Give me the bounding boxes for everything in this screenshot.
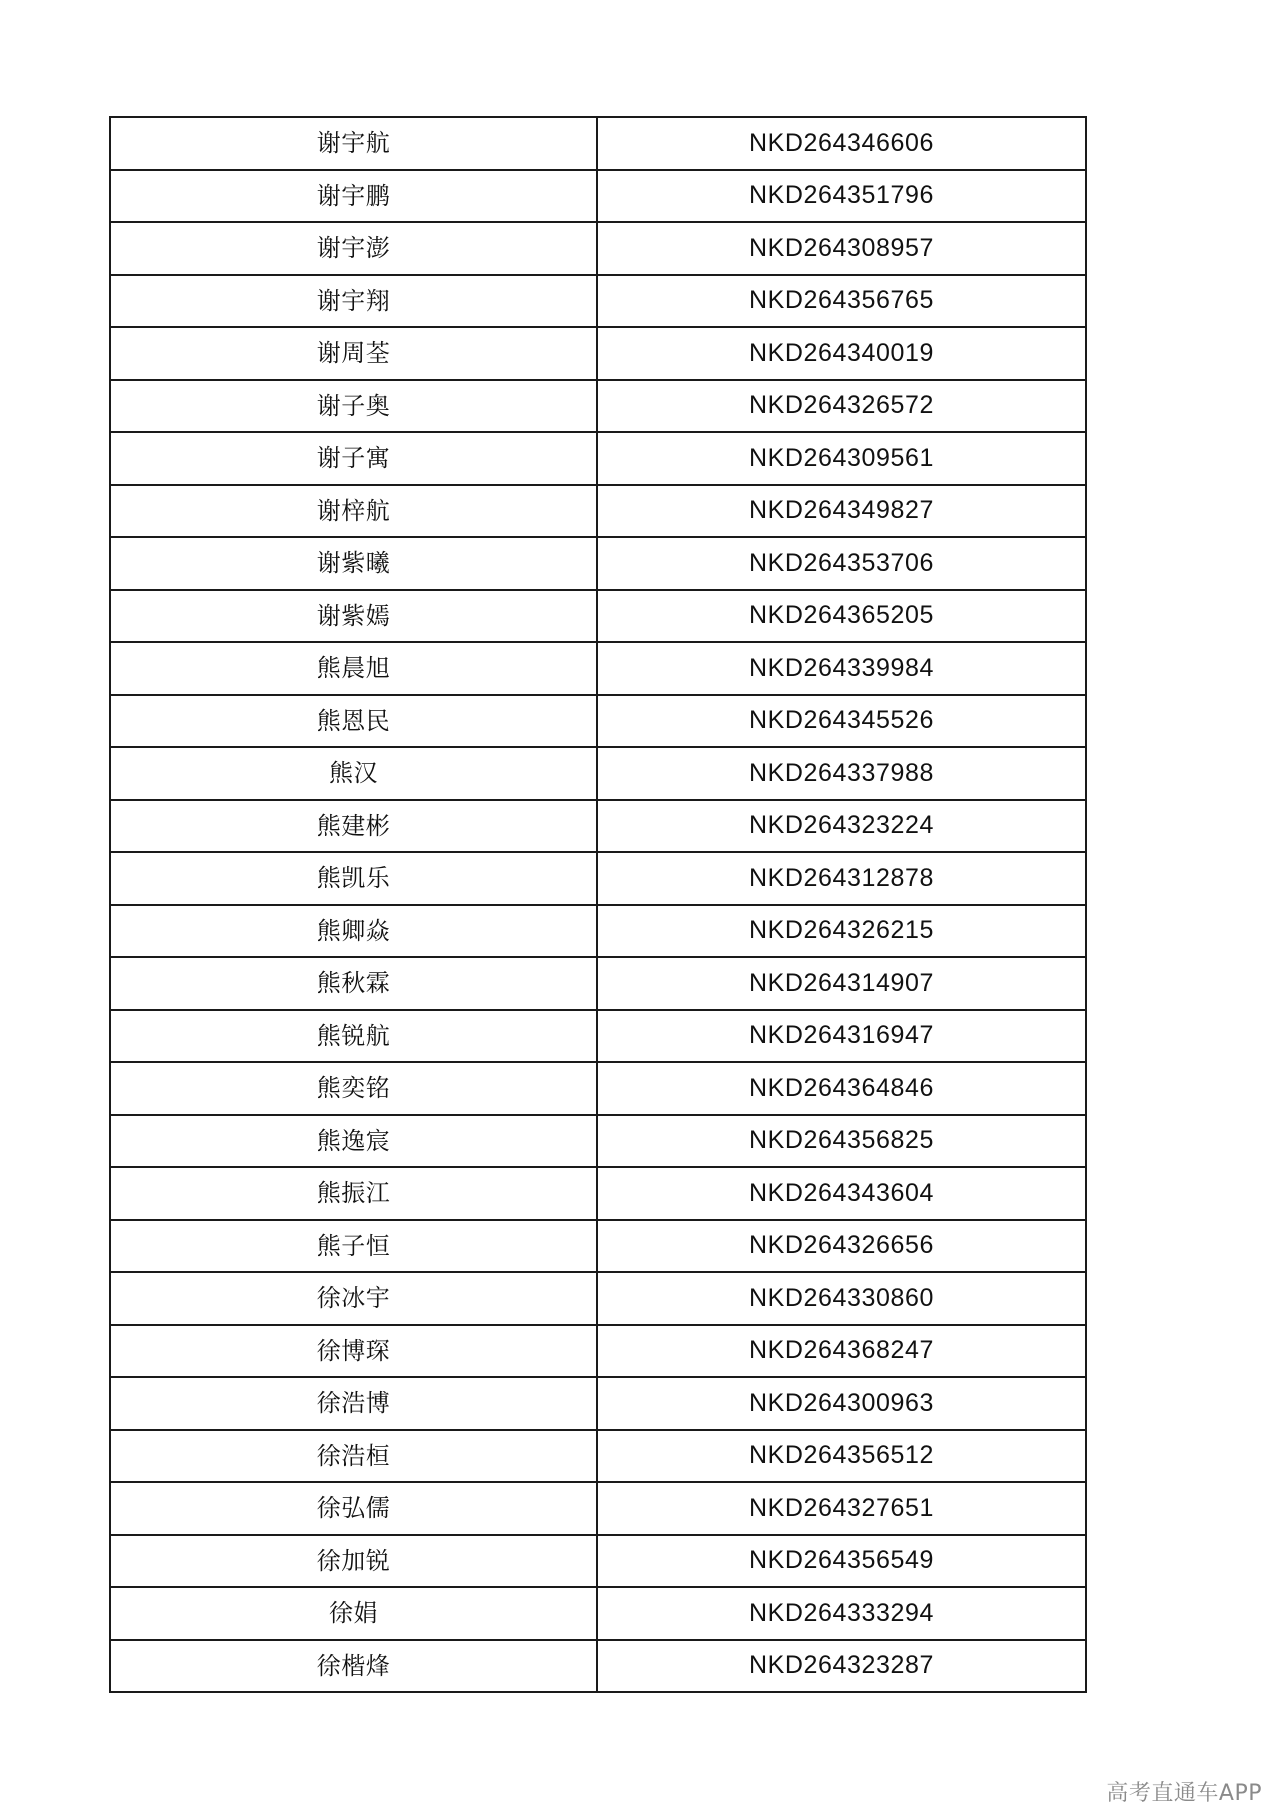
id-cell: NKD264330860 <box>597 1272 1086 1325</box>
name-cell: 徐博琛 <box>110 1325 597 1378</box>
name-cell: 徐加锐 <box>110 1535 597 1588</box>
id-cell: NKD264323287 <box>597 1640 1086 1693</box>
id-cell: NKD264327651 <box>597 1482 1086 1535</box>
id-cell: NKD264333294 <box>597 1587 1086 1640</box>
id-cell: NKD264351796 <box>597 170 1086 223</box>
name-cell: 徐浩桓 <box>110 1430 597 1483</box>
table-row <box>110 1062 1086 1115</box>
name-cell: 熊汉 <box>110 747 597 800</box>
id-cell: NKD264326572 <box>597 380 1086 433</box>
name-cell: 徐娟 <box>110 1587 597 1640</box>
table-row <box>110 1482 1086 1535</box>
id-cell: NKD264368247 <box>597 1325 1086 1378</box>
table-row <box>110 537 1086 590</box>
id-cell: NKD264356549 <box>597 1535 1086 1588</box>
name-cell: 熊恩民 <box>110 695 597 748</box>
id-cell: NKD264323224 <box>597 800 1086 853</box>
name-id-table <box>109 116 1087 1693</box>
table-row <box>110 432 1086 485</box>
id-cell: NKD264308957 <box>597 222 1086 275</box>
id-cell: NKD264300963 <box>597 1377 1086 1430</box>
table-row <box>110 1535 1086 1588</box>
name-cell: 熊逸宸 <box>110 1115 597 1168</box>
name-cell: 谢宇航 <box>110 117 597 170</box>
table-row <box>110 1430 1086 1483</box>
id-cell: NKD264343604 <box>597 1167 1086 1220</box>
table-row <box>110 957 1086 1010</box>
table-row <box>110 905 1086 958</box>
id-cell: NKD264353706 <box>597 537 1086 590</box>
id-cell: NKD264337988 <box>597 747 1086 800</box>
id-cell: NKD264349827 <box>597 485 1086 538</box>
id-cell: NKD264365205 <box>597 590 1086 643</box>
id-cell: NKD264316947 <box>597 1010 1086 1063</box>
table-row <box>110 380 1086 433</box>
name-cell: 熊子恒 <box>110 1220 597 1273</box>
table-row <box>110 1325 1086 1378</box>
id-cell: NKD264346606 <box>597 117 1086 170</box>
id-cell: NKD264314907 <box>597 957 1086 1010</box>
table-row <box>110 642 1086 695</box>
name-cell: 谢紫曦 <box>110 537 597 590</box>
name-cell: 熊奕铭 <box>110 1062 597 1115</box>
table-row <box>110 117 1086 170</box>
name-cell: 徐浩博 <box>110 1377 597 1430</box>
name-cell: 熊振江 <box>110 1167 597 1220</box>
table-body <box>110 117 1086 1692</box>
table-row <box>110 170 1086 223</box>
table-row <box>110 1220 1086 1273</box>
name-cell: 徐楷烽 <box>110 1640 597 1693</box>
id-cell: NKD264340019 <box>597 327 1086 380</box>
id-cell: NKD264364846 <box>597 1062 1086 1115</box>
table-row <box>110 1587 1086 1640</box>
table-row <box>110 1010 1086 1063</box>
name-cell: 熊建彬 <box>110 800 597 853</box>
table-row <box>110 1115 1086 1168</box>
name-cell: 谢周荃 <box>110 327 597 380</box>
name-cell: 熊晨旭 <box>110 642 597 695</box>
name-cell: 熊凯乐 <box>110 852 597 905</box>
table-row <box>110 852 1086 905</box>
name-cell: 熊锐航 <box>110 1010 597 1063</box>
table-row <box>110 222 1086 275</box>
name-cell: 谢宇鹏 <box>110 170 597 223</box>
id-cell: NKD264339984 <box>597 642 1086 695</box>
id-cell: NKD264345526 <box>597 695 1086 748</box>
name-cell: 谢子寓 <box>110 432 597 485</box>
id-cell: NKD264356765 <box>597 275 1086 328</box>
name-cell: 熊秋霖 <box>110 957 597 1010</box>
table-row <box>110 695 1086 748</box>
id-cell: NKD264309561 <box>597 432 1086 485</box>
table-row <box>110 1167 1086 1220</box>
name-cell: 熊卿焱 <box>110 905 597 958</box>
name-cell: 谢子奥 <box>110 380 597 433</box>
id-cell: NKD264356512 <box>597 1430 1086 1483</box>
id-cell: NKD264326215 <box>597 905 1086 958</box>
table-row <box>110 1272 1086 1325</box>
name-cell: 徐冰宇 <box>110 1272 597 1325</box>
watermark: 高考直通车APP <box>1106 1781 1262 1806</box>
table-row <box>110 590 1086 643</box>
name-cell: 谢宇翔 <box>110 275 597 328</box>
table-row <box>110 275 1086 328</box>
name-cell: 徐弘儒 <box>110 1482 597 1535</box>
name-cell: 谢紫嫣 <box>110 590 597 643</box>
table-row <box>110 747 1086 800</box>
name-cell: 谢宇澎 <box>110 222 597 275</box>
table-row <box>110 1640 1086 1693</box>
table-row <box>110 327 1086 380</box>
id-cell: NKD264356825 <box>597 1115 1086 1168</box>
id-cell: NKD264312878 <box>597 852 1086 905</box>
table-row <box>110 800 1086 853</box>
table-row <box>110 485 1086 538</box>
name-cell: 谢梓航 <box>110 485 597 538</box>
table-row <box>110 1377 1086 1430</box>
id-cell: NKD264326656 <box>597 1220 1086 1273</box>
